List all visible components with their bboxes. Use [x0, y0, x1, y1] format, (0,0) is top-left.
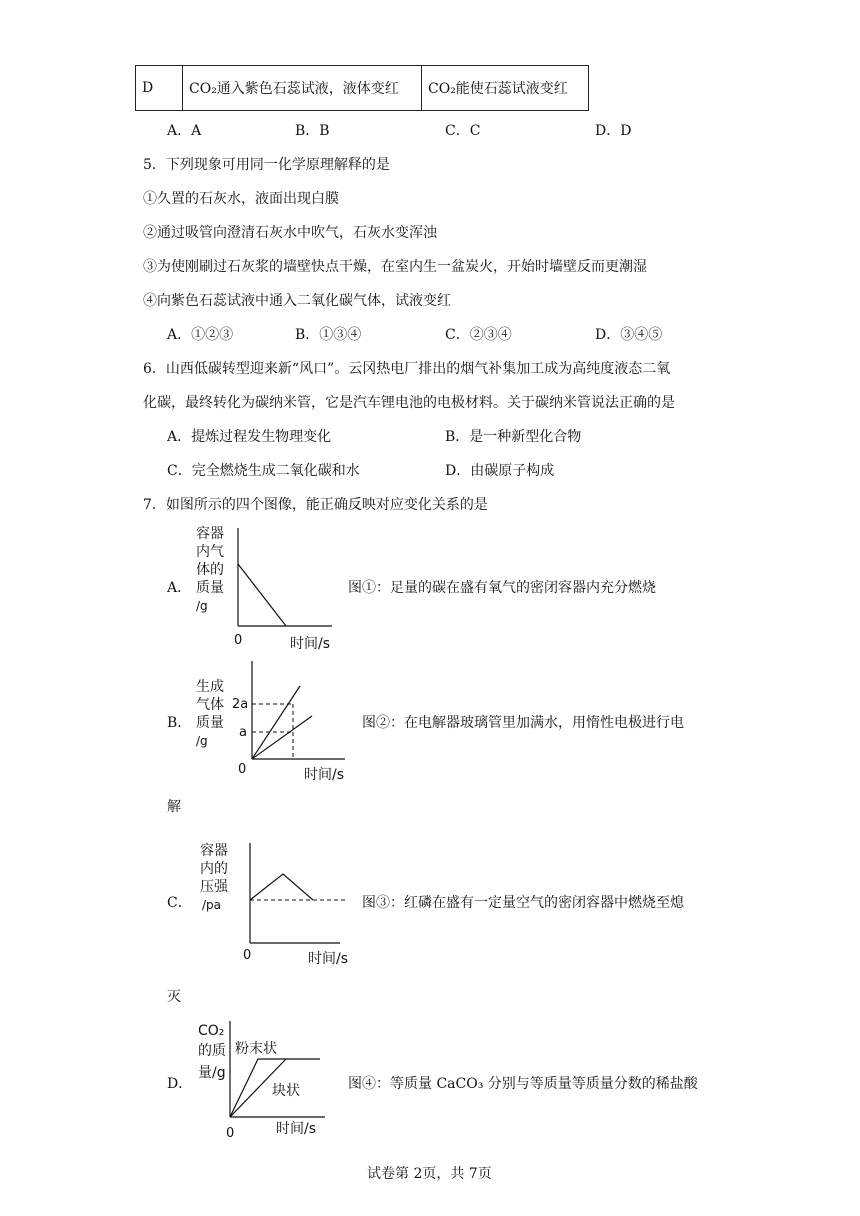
table-row — [136, 66, 589, 111]
q7-option-c-letter: C． — [167, 895, 192, 911]
graph-d-ylabel-2: 的质 — [198, 1043, 226, 1059]
answer-table — [135, 65, 589, 111]
graph-a-ylabel-1: 容器 — [196, 526, 224, 542]
q5-item-1: ①久置的石灰水，液面出现白膜 — [143, 191, 339, 207]
graph-d-origin: 0 — [226, 1126, 235, 1141]
q7-stem: 7．如图所示的四个图像，能正确反映对应变化关系的是 — [143, 497, 488, 513]
graph-b-ylabel-4: /g — [196, 734, 208, 748]
q6-option-c: C．完全燃烧生成二氧化碳和水 — [167, 463, 360, 479]
q6-stem-line1: 6．山西低碳转型迎来新“风口”。云冈热电厂排出的烟气补集加工成为高纯度液态二氧 — [143, 361, 671, 377]
graph-b — [190, 655, 360, 785]
q5-option-c: C．②③④ — [445, 327, 512, 343]
graph-a-xlabel: 时间/s — [290, 636, 331, 652]
graph-c-ylabel-1: 容器 — [200, 843, 228, 859]
q7-option-d-letter: D． — [167, 1076, 193, 1092]
graph-d-xlabel: 时间/s — [276, 1121, 317, 1137]
q7-option-c-desc-cont: 灭 — [167, 989, 181, 1005]
q5-item-4: ④向紫色石蕊试液中通入二氧化碳气体，试液变红 — [143, 293, 451, 309]
q7-option-a-letter: A． — [167, 580, 192, 596]
graph-b-ylabel-2: 气体 — [196, 697, 224, 713]
graph-a-line — [238, 564, 286, 626]
graph-a — [190, 520, 340, 655]
graph-c-ylabel-2: 内的 — [200, 861, 228, 877]
q5-option-b: B．①③④ — [295, 327, 362, 343]
graph-c-ylabel-3: 压强 — [200, 879, 228, 895]
q7-option-b-letter: B． — [167, 715, 192, 731]
graph-b-tick-2a: 2a — [232, 697, 249, 712]
q6-option-b: B．是一种新型化合物 — [445, 429, 582, 445]
q7-option-d-desc: 图④：等质量 CaCO₃ 分别与等质量等质量分数的稀盐酸 — [348, 1076, 698, 1092]
graph-c-origin: 0 — [243, 948, 252, 963]
graph-a-ylabel-4: 质量 — [196, 580, 224, 596]
q7-option-c-desc: 图③：红磷在盛有一定量空气的密闭容器中燃烧至熄 — [362, 895, 684, 911]
graph-b-ylabel-3: 质量 — [196, 715, 224, 731]
q5-item-3: ③为使刚刷过石灰浆的墙壁快点干燥，在室内生一盆炭火，开始时墙壁反而更潮湿 — [143, 259, 647, 275]
graph-b-xlabel: 时间/s — [304, 767, 345, 783]
table-cell-conclusion: CO₂能使石蕊试液变红 — [422, 66, 589, 111]
graph-c-ylabel-4: /pa — [202, 898, 222, 912]
graph-c-line — [250, 874, 313, 900]
q6-stem-line2: 化碳，最终转化为碳纳米管，它是汽车锂电池的电极材料。关于碳纳米管说法正确的是 — [143, 395, 675, 411]
q7-option-a-desc: 图①：足量的碳在盛有氧气的密闭容器内充分燃烧 — [348, 580, 656, 596]
graph-d-ylabel-3: 量/g — [198, 1065, 226, 1081]
table-cell-operation: CO₂通入紫色石蕊试液，液体变红 — [183, 66, 422, 111]
q5-item-2: ②通过吸管向澄清石灰水中吹气，石灰水变浑浊 — [143, 225, 437, 241]
graph-b-line-o2 — [252, 716, 312, 759]
graph-c — [190, 835, 350, 970]
graph-c-xlabel: 时间/s — [308, 951, 349, 967]
q7-option-b-desc: 图②：在电解器玻璃管里加满水，用惰性电极进行电 — [362, 715, 684, 731]
graph-d-label-powder: 粉末状 — [235, 1041, 277, 1057]
graph-b-origin: 0 — [238, 762, 247, 777]
q4-option-a: A．A — [167, 123, 202, 139]
graph-d-label-block: 块状 — [272, 1083, 300, 1099]
graph-a-ylabel-3: 体的 — [196, 562, 224, 578]
q7-option-b-desc-cont: 解 — [167, 799, 181, 815]
graph-a-ylabel-2: 内气 — [196, 544, 224, 560]
q4-option-b: B．B — [295, 123, 330, 139]
q4-option-c: C．C — [445, 123, 481, 139]
q5-stem: 5．下列现象可用同一化学原理解释的是 — [143, 157, 390, 173]
graph-d — [190, 1015, 340, 1145]
q6-option-d: D．由碳原子构成 — [445, 463, 555, 479]
graph-a-origin: 0 — [234, 633, 243, 648]
q5-option-a: A．①②③ — [167, 327, 234, 343]
table-cell-label: D — [136, 66, 183, 111]
q6-option-a: A．提炼过程发生物理变化 — [167, 429, 332, 445]
q5-option-d: D．③④⑤ — [595, 327, 663, 343]
graph-b-ylabel-1: 生成 — [196, 679, 224, 695]
graph-b-tick-a: a — [239, 725, 247, 740]
q4-option-d: D．D — [595, 123, 632, 139]
graph-a-ylabel-5: /g — [196, 599, 208, 613]
page-footer: 试卷第 2页，共 7页 — [367, 1166, 492, 1182]
graph-d-ylabel-1: CO₂ — [198, 1023, 225, 1039]
